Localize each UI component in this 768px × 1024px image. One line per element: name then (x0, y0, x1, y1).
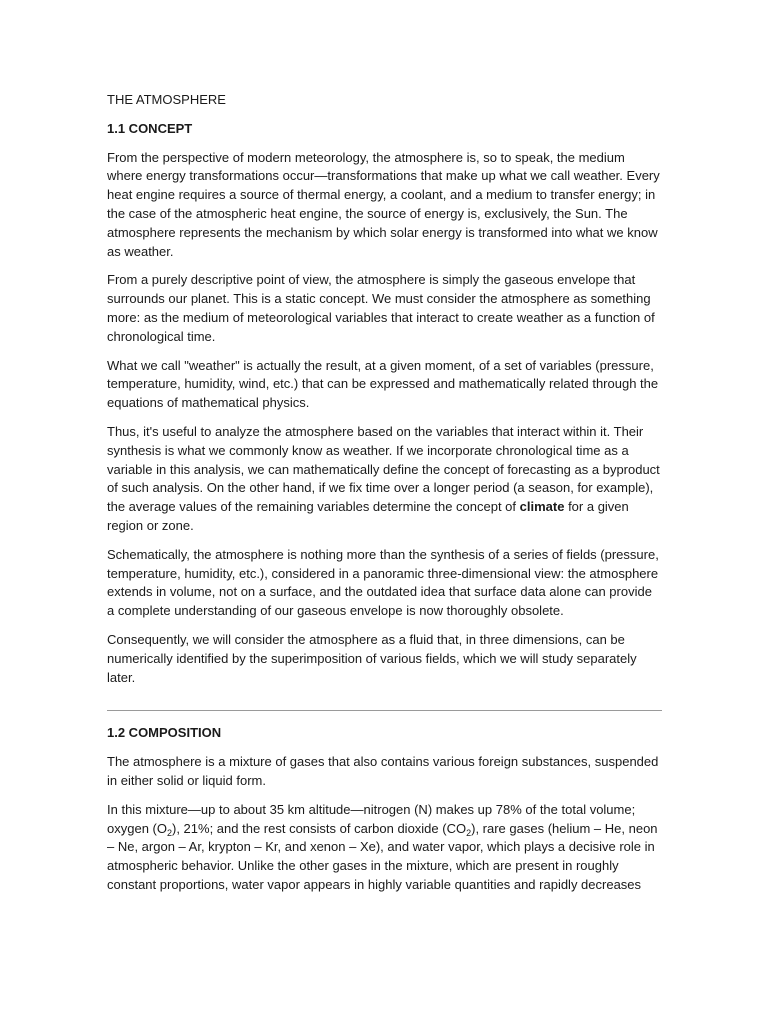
paragraph-text: for a given region or zone. (107, 499, 629, 533)
bold-term-climate: climate (519, 499, 565, 515)
paragraph-text: ), rare gases (helium – He, neon – Ne, argon – Ar, krypton – Kr, and xenon – Xe), and water vapor, which plays a decisive role in atmospheric behavior. Unlike the other gases in the mixture, which are present in roughly constant proportions, water vapor appears in highly variable quantities and rapidly decreases (107, 820, 658, 892)
document-title: THE ATMOSPHERE (107, 92, 226, 107)
section-heading-concept: 1.1 CONCEPT (107, 120, 193, 136)
section-concept (107, 120, 662, 688)
subscript: 2 (466, 827, 472, 838)
paragraph-text: Thus, it's useful to analyze the atmosphere based on the variables that interact within it. Their synthesis is what we commonly know as weather. If we incorporate chronological time as a variable in this analysis, we can mathematically define the concept of forecasting as a byproduct of such analysis. On the other hand, if we fix time over a longer period (a season, for example), the average values of the remaining variables determine the concept of (107, 423, 660, 515)
paragraph-gases (107, 801, 662, 895)
paragraph: What we call "weather" is actually the result, at a given moment, of a set of variables (pressure, temperature, humidity, wind, etc.) that can be expressed and mathematically related through the equations of mathematical physics. (107, 357, 659, 411)
paragraph: From the perspective of modern meteorology, the atmosphere is, so to speak, the medium where energy transformations occur—transformations that make up what we call weather. Every heat engine requires a source of thermal energy, a coolant, and a medium to transfer energy; in the case of the atmospheric heat engine, the source of energy is, exclusively, the Sun. The atmosphere represents the mechanism by which solar energy is transformed into what we know as weather. (107, 149, 660, 259)
paragraph: From a purely descriptive point of view, the atmosphere is simply the gaseous envelope that surrounds our planet. This is a static concept. We must consider the atmosphere as something more: as the medium of meteorological variables that interact to create weather as a function of chronological time. (107, 272, 655, 344)
paragraph: The atmosphere is a mixture of gases that also contains various foreign substances, suspended in either solid or liquid form. (107, 754, 659, 788)
subscript: 2 (166, 827, 172, 838)
section-divider (107, 710, 662, 711)
section-heading-composition: 1.2 COMPOSITION (107, 725, 222, 741)
paragraph-text: In this mixture—up to about 35 km altitude—nitrogen (N) makes up 78% of the total volume; oxygen (O (107, 801, 636, 836)
paragraph-text: ), 21%; and the rest consists of carbon dioxide (CO (172, 820, 467, 836)
section-composition (107, 724, 662, 894)
paragraph: Consequently, we will consider the atmosphere as a fluid that, in three dimensions, can be numerically identified by the superimposition of various fields, which we will study separately later. (107, 631, 637, 685)
paragraph: Schematically, the atmosphere is nothing more than the synthesis of a series of fields (pressure, temperature, humidity, etc.), considered in a panoramic three-dimensional view: the atmosphere extends in volume, not on a surface, and the outdated idea that surface data alone can provide a complete understanding of our gaseous envelope is now thoroughly obsolete. (107, 546, 659, 619)
paragraph-climate (107, 423, 662, 536)
